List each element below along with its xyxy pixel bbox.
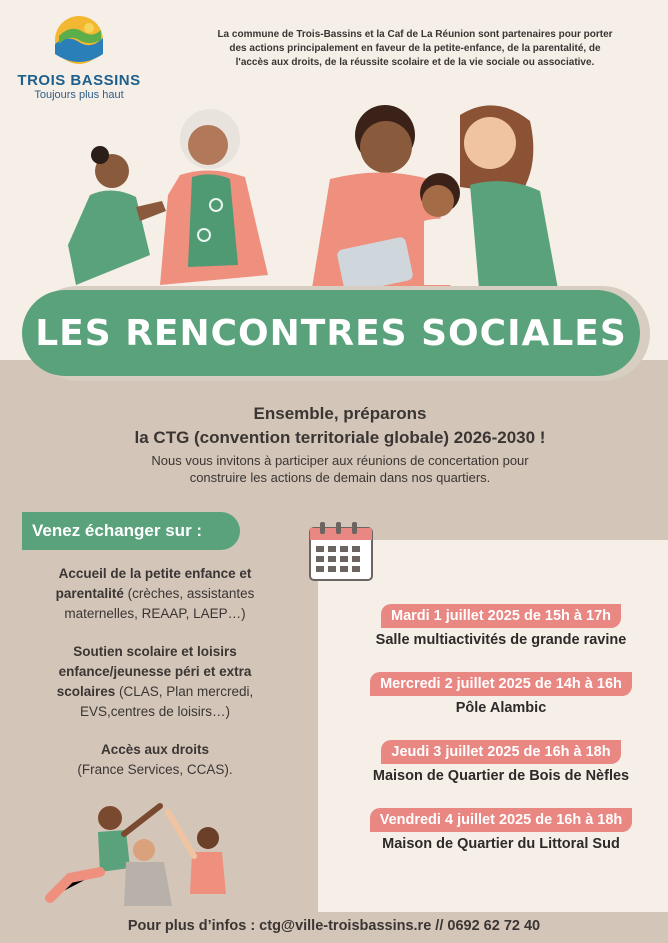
trois-bassins-logo-icon xyxy=(53,14,105,66)
session-place: Maison de Quartier du Littoral Sud xyxy=(382,836,620,852)
topic-detail: (CLAS, Plan mercredi, xyxy=(115,684,254,699)
intro-line: l'accès aux droits, de la réussite scolaire et de la vie sociale ou associative. xyxy=(235,57,595,68)
lead-text xyxy=(60,402,620,486)
topic-detail: maternelles, REAAP, LAEP…) xyxy=(64,606,246,621)
topic-title: parentalité xyxy=(55,586,124,601)
child-figure xyxy=(420,173,470,285)
session-date: Mardi 1 juillet 2025 de 15h à 17h xyxy=(381,604,621,628)
session-item xyxy=(340,808,662,854)
intro-text xyxy=(180,28,650,70)
woman-green-figure xyxy=(68,146,166,285)
topic-item xyxy=(20,740,290,780)
title-banner xyxy=(22,290,640,376)
calendar-icon xyxy=(306,518,376,584)
session-place: Salle multiactivités de grande ravine xyxy=(375,632,627,648)
family-illustration xyxy=(40,95,620,305)
topic-item xyxy=(20,642,290,722)
topic-detail: EVS,centres de loisirs…) xyxy=(79,704,231,719)
logo-tagline: Toujours plus haut xyxy=(34,89,124,101)
topic-title: scolaires xyxy=(56,684,116,699)
session-place: Pôle Alambic xyxy=(455,700,547,716)
topic-detail: (France Services, CCAS). xyxy=(77,762,233,777)
session-date: Jeudi 3 juillet 2025 de 16h à 18h xyxy=(381,740,620,764)
topics-heading: Venez échanger sur : xyxy=(22,512,240,550)
session-date: Vendredi 4 juillet 2025 de 16h à 18h xyxy=(370,808,633,832)
intro-line: des actions principalement en faveur de la petite-enfance, de la parentalité, de xyxy=(229,43,601,54)
topic-title: Accueil de la petite enfance et xyxy=(58,566,252,581)
sessions-list xyxy=(340,604,662,876)
intro-line: La commune de Trois-Bassins et la Caf de La Réunion sont partenaires pour porter xyxy=(217,29,613,40)
lead-description: construire les actions de demain dans nos quartiers. xyxy=(189,470,491,485)
session-item xyxy=(340,672,662,718)
session-place: Maison de Quartier de Bois de Nèfles xyxy=(372,768,630,784)
contact-footer: Pour plus d’infos : ctg@ville-troisbassins.re // 0692 62 72 40 xyxy=(127,918,541,934)
page-title: LES RENCONTRES SOCIALES xyxy=(35,312,627,354)
session-item xyxy=(340,604,662,650)
topics-list xyxy=(20,564,290,798)
logo-name: TROIS BASSINS xyxy=(17,72,141,89)
topic-item xyxy=(20,564,290,624)
grandmother-figure xyxy=(160,109,268,285)
topic-detail: (crèches, assistantes xyxy=(123,586,255,601)
lead-description: Nous vous invitons à participer aux réunions de concertation pour xyxy=(151,453,529,468)
topic-title: Accès aux droits xyxy=(100,742,210,757)
session-item xyxy=(340,740,662,786)
logo xyxy=(14,14,144,101)
mother-figure xyxy=(460,105,560,300)
lead-subheading: la CTG (convention territoriale globale) 2026-2030 ! xyxy=(134,428,546,447)
session-date: Mercredi 2 juillet 2025 de 14h à 16h xyxy=(370,672,632,696)
lead-heading: Ensemble, préparons xyxy=(253,404,427,423)
topic-title: Soutien scolaire et loisirs xyxy=(73,644,237,659)
topic-title: enfance/jeunesse péri et extra xyxy=(58,664,252,679)
group-high-five-illustration xyxy=(40,798,240,908)
